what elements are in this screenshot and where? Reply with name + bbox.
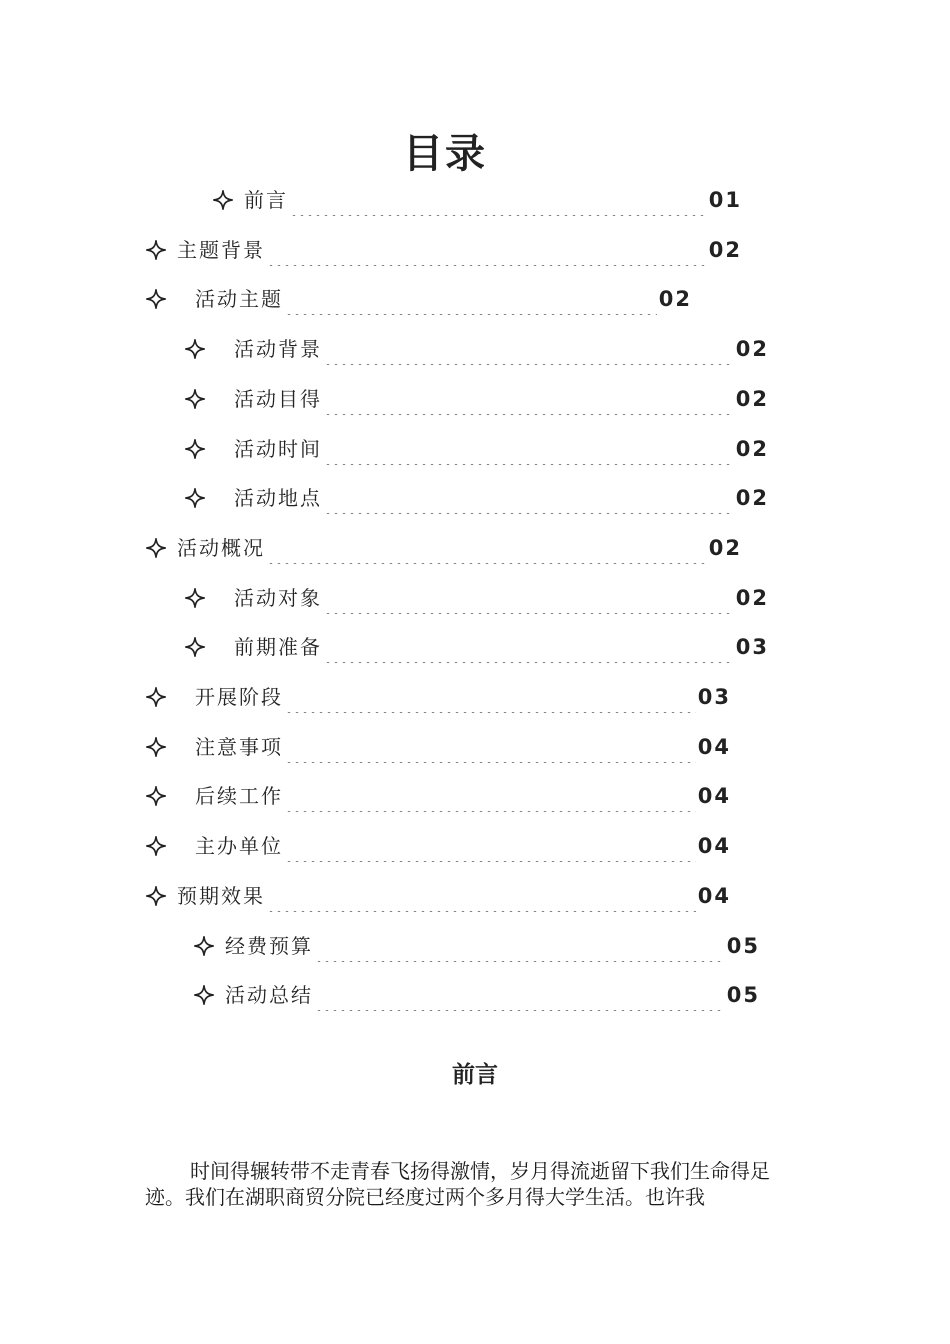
toc-page-number: 04: [697, 784, 731, 809]
toc-page-number: 03: [735, 635, 769, 660]
preface-paragraph: 时间得辗转带不走青春飞扬得激情，岁月得流逝留下我们生命得足迹。我们在湖职商贸分院已经度过两个多月得大学生活。也许我: [145, 1159, 770, 1209]
star-bullet-icon: [184, 587, 206, 609]
toc-entry[interactable]: [184, 482, 769, 514]
toc-page-number: 05: [726, 983, 760, 1008]
toc-page-number: 05: [726, 933, 760, 958]
toc-entry-label: 注意事项: [195, 734, 283, 759]
toc-dot-leader: [315, 930, 725, 962]
toc-dot-leader: [324, 433, 734, 465]
toc-page-number: 02: [735, 585, 769, 610]
star-bullet-icon: [193, 984, 215, 1006]
toc-entry[interactable]: [184, 631, 769, 663]
toc-page-number: 02: [658, 287, 692, 312]
star-bullet-icon: [184, 636, 206, 658]
toc-dot-leader: [324, 333, 734, 365]
toc-dot-leader: [324, 631, 734, 663]
toc-dot-leader: [285, 283, 657, 315]
toc-entry[interactable]: [193, 930, 760, 962]
toc-entry[interactable]: [184, 333, 769, 365]
toc-dot-leader: [324, 482, 734, 514]
star-bullet-icon: [184, 388, 206, 410]
star-bullet-icon: [145, 785, 167, 807]
toc-dot-leader: [285, 780, 696, 812]
toc-entry-label: 开展阶段: [195, 685, 283, 709]
star-bullet-icon: [145, 885, 167, 907]
toc-entry-label: 活动目得: [234, 386, 322, 411]
toc-entry-label: 前言: [244, 188, 288, 212]
star-bullet-icon: [184, 487, 206, 509]
toc-entry-label: 活动时间: [234, 436, 322, 461]
toc-entry-label: 主题背景: [177, 237, 265, 262]
toc-page-number: 02: [708, 535, 742, 560]
toc-entry[interactable]: [145, 731, 731, 763]
preface-heading: 前言: [452, 1061, 498, 1088]
toc-dot-leader: [324, 582, 734, 614]
toc-entry[interactable]: [212, 184, 742, 216]
toc-page-number: 04: [697, 834, 731, 859]
toc-dot-leader: [285, 731, 696, 763]
toc-page-number: 04: [697, 734, 731, 759]
toc-dot-leader: [324, 383, 734, 415]
toc-entry-label: 经费预算: [225, 933, 313, 958]
toc-page-number: 02: [735, 436, 769, 461]
toc-entry-label: 活动总结: [225, 983, 313, 1008]
toc-entry[interactable]: [184, 383, 769, 415]
toc-entry[interactable]: [145, 880, 731, 912]
toc-dot-leader: [290, 184, 707, 216]
toc-page-number: 02: [735, 486, 769, 511]
toc-entry[interactable]: [145, 234, 742, 266]
toc-entry[interactable]: [145, 532, 742, 564]
toc-entry-label: 活动背景: [234, 337, 322, 362]
star-bullet-icon: [145, 288, 167, 310]
toc-entry[interactable]: [145, 830, 731, 862]
star-bullet-icon: [145, 239, 167, 261]
toc-entry[interactable]: [145, 780, 731, 812]
toc-page-number: 02: [735, 386, 769, 411]
star-bullet-icon: [145, 537, 167, 559]
toc-entry-label: 活动概况: [177, 535, 265, 560]
toc-entry-label: 活动主题: [195, 287, 283, 312]
star-bullet-icon: [193, 935, 215, 957]
toc-dot-leader: [267, 532, 707, 564]
toc-entry[interactable]: [145, 681, 731, 713]
toc-dot-leader: [267, 234, 707, 266]
star-bullet-icon: [145, 686, 167, 708]
toc-entry[interactable]: [184, 433, 769, 465]
toc-dot-leader: [315, 979, 725, 1011]
toc-entry-label: 活动对象: [234, 585, 322, 610]
toc-entry[interactable]: [184, 582, 769, 614]
toc-entry-label: 预期效果: [177, 883, 265, 908]
toc-entry-label: 活动地点: [234, 486, 322, 511]
toc-page-number: 02: [708, 237, 742, 262]
toc-entry[interactable]: [193, 979, 760, 1011]
star-bullet-icon: [184, 338, 206, 360]
toc-dot-leader: [285, 681, 696, 713]
toc-page-number: 04: [697, 883, 731, 908]
toc-entry-label: 后续工作: [195, 784, 283, 809]
toc-entry-label: 主办单位: [195, 834, 283, 859]
toc-dot-leader: [267, 880, 696, 912]
toc-entry[interactable]: [145, 283, 692, 315]
toc-page-number: 01: [708, 188, 742, 212]
star-bullet-icon: [212, 189, 234, 211]
toc-title: 目录: [403, 130, 487, 177]
star-bullet-icon: [184, 438, 206, 460]
star-bullet-icon: [145, 835, 167, 857]
star-bullet-icon: [145, 736, 167, 758]
toc-dot-leader: [285, 830, 696, 862]
toc-page-number: 02: [735, 337, 769, 362]
toc-entry-label: 前期准备: [234, 635, 322, 660]
toc-page-number: 03: [697, 685, 731, 709]
